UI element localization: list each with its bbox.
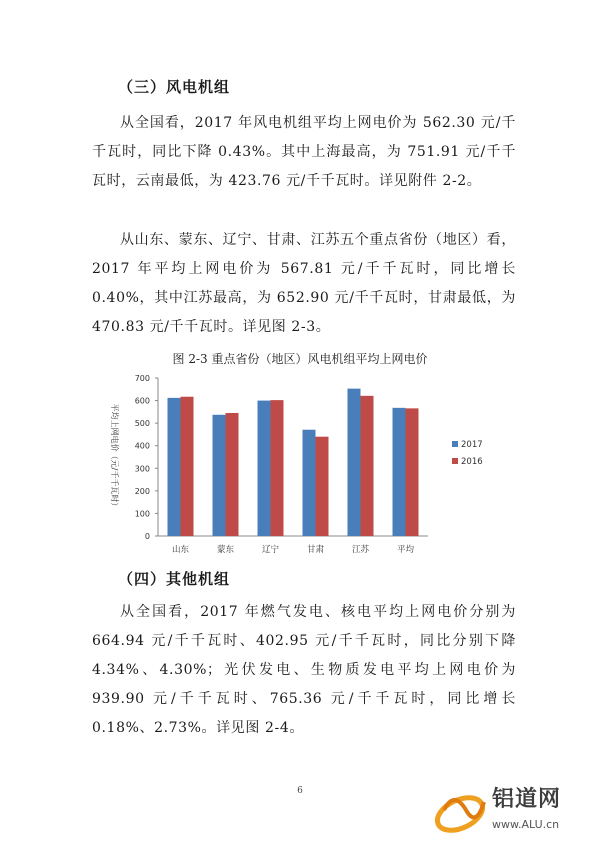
paragraph-wind-provinces: 从山东、蒙东、辽宁、甘肃、江苏五个重点省份（地区）看，2017 年平均上网电价为 567.81 元/千千瓦时，同比增长 0.40%，其中江苏最高，为 652.90 元/千千瓦时，甘肃最低，为 470.83 元/千千瓦时。详见图 2-3。 [92, 232, 516, 335]
section-heading-other: （四）其他机组 [118, 570, 231, 588]
bar-2016-0 [181, 397, 194, 536]
y-tick-label: 500 [134, 419, 150, 429]
y-tick-label: 100 [134, 509, 150, 519]
y-tick-label: 700 [134, 374, 150, 383]
y-tick-label: 200 [134, 486, 150, 496]
bar-2017-2 [258, 401, 271, 536]
bar-2016-3 [316, 437, 329, 536]
x-tick-label: 平均 [396, 545, 415, 555]
bar-2017-3 [303, 430, 316, 536]
legend-label-2017: 2017 [461, 440, 483, 450]
watermark-name: 铝道网 [492, 787, 562, 812]
x-tick-label: 辽宁 [261, 545, 280, 555]
alu-logo-icon [432, 780, 492, 840]
x-tick-label: 山东 [171, 545, 190, 555]
legend-swatch-2016 [452, 458, 458, 464]
bar-2016-5 [406, 408, 419, 536]
y-tick-label: 300 [134, 464, 150, 474]
bar-2016-1 [226, 413, 239, 536]
section-heading-wind: （三）风电机组 [118, 78, 231, 96]
bar-2017-4 [348, 389, 361, 536]
y-tick-label: 0 [144, 532, 150, 541]
legend-swatch-2017 [452, 441, 458, 447]
bar-2017-0 [168, 398, 181, 536]
x-tick-label: 蒙东 [216, 545, 235, 555]
x-tick-label: 甘肃 [306, 545, 325, 555]
bar-2016-2 [271, 400, 284, 536]
chart-title: 图 2-3 重点省份（地区）风电机组平均上网电价 [172, 352, 428, 366]
paragraph-other-units: 从全国看，2017 年燃气发电、核电平均上网电价分别为 664.94 元/千千瓦时、402.95 元/千千瓦时，同比分别下降 4.34%、4.30%；光伏发电、生物质发电平均上网电价为 939.90 元/千千瓦时、765.36 元/千千瓦时，同比增长 0.18%、2.73%。详见图 2-4。 [92, 604, 516, 736]
wind-price-bar-chart [96, 368, 516, 568]
watermark-url: www.ALU.cn [492, 818, 560, 831]
watermark [432, 778, 598, 844]
bar-2017-5 [393, 408, 406, 536]
page-number: 6 [297, 786, 303, 796]
paragraph-wind-national: 从全国看，2017 年风电机组平均上网电价为 562.30 元/千千瓦时，同比下降 0.43%。其中上海最高，为 751.91 元/千千瓦时，云南最低，为 423.76 元/千千瓦时。详见附件 2-2。 [92, 115, 516, 189]
y-tick-label: 600 [134, 396, 150, 406]
y-axis-label: 平均上网电价（元/千千瓦时） [110, 403, 119, 511]
legend-label-2016: 2016 [461, 457, 483, 467]
x-tick-label: 江苏 [351, 545, 370, 555]
bar-2016-4 [361, 396, 374, 536]
bar-2017-1 [213, 415, 226, 536]
y-tick-label: 400 [134, 441, 150, 451]
